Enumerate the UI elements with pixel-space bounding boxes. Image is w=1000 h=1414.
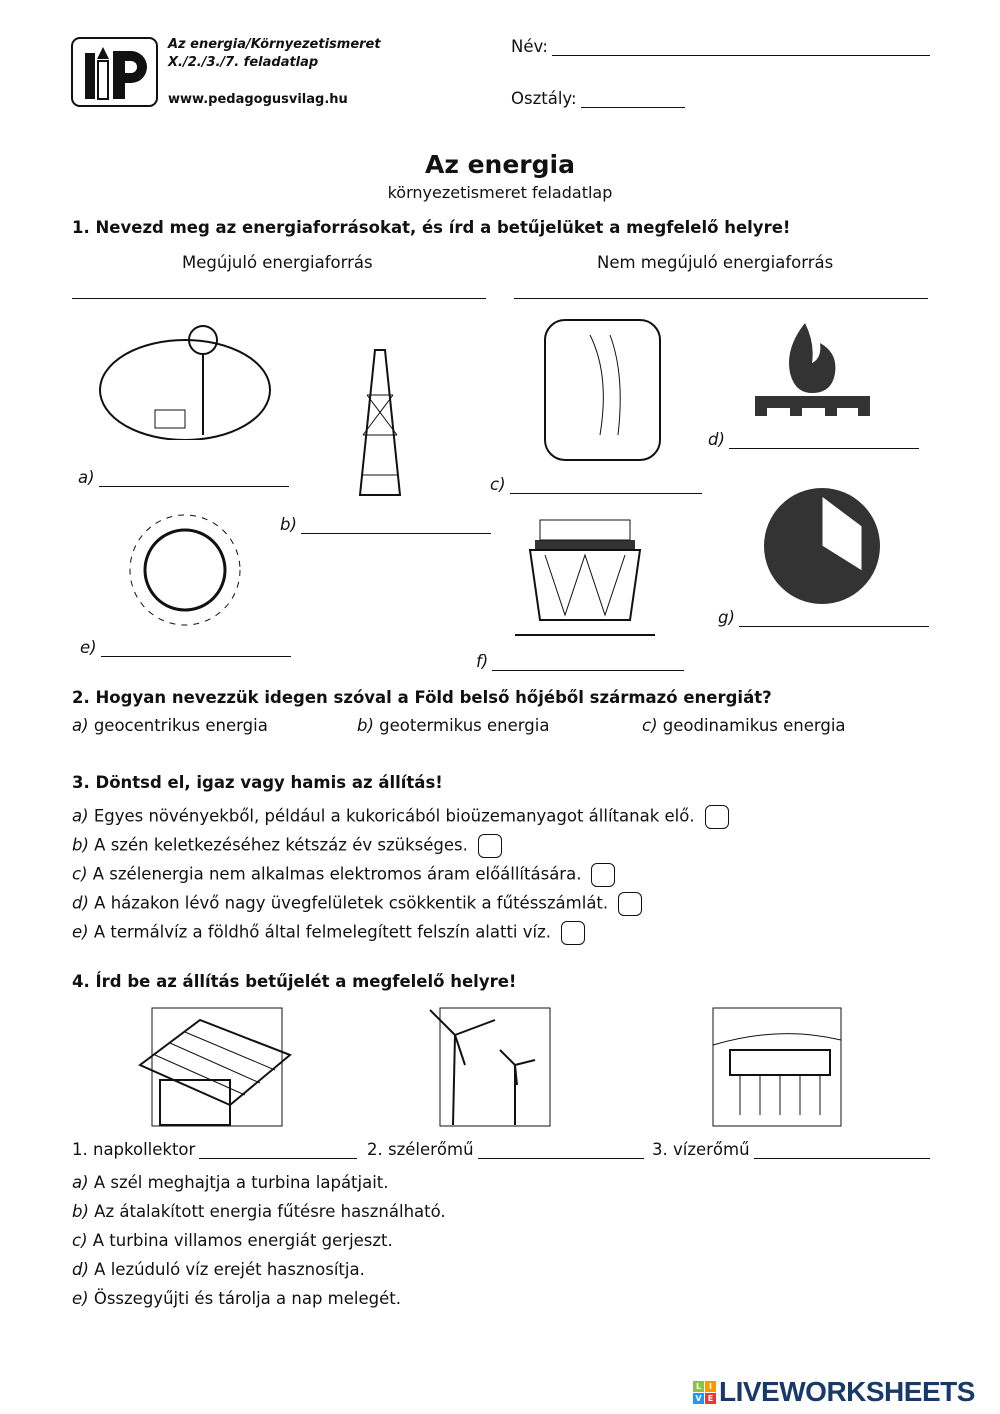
logo-block: E (705, 1393, 716, 1404)
statement-letter: b) (72, 835, 89, 855)
slot-wind-power[interactable] (367, 1140, 644, 1159)
website: www.pedagogusvilag.hu (168, 92, 348, 107)
true-false-checkbox[interactable] (618, 892, 642, 916)
option-letter: c) (642, 716, 658, 735)
name-label: Név: (511, 37, 548, 56)
statement-letter: a) (72, 806, 89, 826)
item-text: A lezúduló víz erejét hasznosítja. (94, 1260, 365, 1279)
statement-text: A szélenergia nem alkalmas elektromos áram előállítására. (92, 864, 582, 884)
true-false-checkbox[interactable] (591, 863, 615, 887)
option-letter: a) (72, 716, 89, 735)
logo-block: V (693, 1393, 704, 1404)
q4-title: 4. Írd be az állítás betűjelét a megfelelő helyre! (72, 972, 517, 991)
name-field[interactable] (511, 37, 930, 56)
true-false-checkbox[interactable] (561, 921, 585, 945)
statement-letter: e) (72, 922, 89, 942)
answer-b[interactable] (280, 515, 491, 534)
label-f: f) (476, 652, 489, 671)
option-text: geodinamikus energia (662, 716, 846, 735)
item-text: A szél meghajtja a turbina lapátjait. (93, 1173, 389, 1192)
label-b: b) (280, 515, 297, 534)
statement-text: A termálvíz a földhő által felmelegített felszín alatti víz. (93, 922, 552, 942)
page-subtitle: környezetismeret feladatlap (387, 183, 613, 202)
wind-farm-image (425, 1005, 555, 1130)
q3-statements (72, 805, 729, 950)
statement-text: A házakon lévő nagy üvegfelületek csökkentik a fűtésszámlát. (94, 893, 609, 913)
item-letter: a) (72, 1173, 89, 1192)
worksheet-code: X./2./3./7. feladatlap (168, 55, 319, 70)
slot-label: 1. napkollektor (72, 1140, 196, 1159)
q4-statements (72, 1173, 446, 1318)
true-false-checkbox[interactable] (478, 834, 502, 858)
label-e: e) (80, 638, 97, 657)
item-letter: d) (72, 1260, 89, 1279)
renewable-answer-line[interactable] (72, 298, 486, 299)
slot-label: 2. szélerőmű (367, 1140, 474, 1159)
label-c: c) (490, 475, 506, 494)
publisher-logo (71, 37, 158, 107)
item-text: Összegyűjti és tárolja a nap melegét. (93, 1289, 401, 1308)
q2-option-c[interactable] (642, 716, 846, 735)
sun-image (110, 510, 260, 630)
q4-item-d (72, 1260, 446, 1289)
slot-solar-collector[interactable] (72, 1140, 357, 1159)
q2-option-a[interactable] (72, 716, 268, 735)
waterfall-image (540, 315, 665, 465)
q2-title: 2. Hogyan nevezzük idegen szóval a Föld belső hőjéből származó energiát? (72, 688, 772, 707)
solar-house-image (130, 1005, 300, 1130)
coal-cart-image (515, 510, 655, 640)
statement-text: A szén keletkezéséhez kétszáz év szükséges. (94, 835, 468, 855)
brand-name: LIVEWORKSHEETS (719, 1376, 975, 1407)
statement-letter: d) (72, 893, 89, 913)
label-g: g) (718, 608, 735, 627)
answer-a[interactable] (78, 468, 289, 487)
logo-block: L (693, 1381, 704, 1392)
item-letter: e) (72, 1289, 89, 1308)
q3-title: 3. Döntsd el, igaz vagy hamis az állítás! (72, 773, 443, 792)
item-text: Az átalakított energia fűtésre használható. (94, 1202, 446, 1221)
earth-core-icon (762, 486, 882, 606)
item-letter: b) (72, 1202, 89, 1221)
worksheet-subject: Az energia/Környezetismeret (168, 37, 381, 52)
option-text: geocentrikus energia (93, 716, 268, 735)
liveworksheets-logo (693, 1376, 975, 1408)
item-letter: c) (72, 1231, 88, 1250)
hydro-dam-image (710, 1005, 845, 1130)
class-field[interactable] (511, 89, 685, 108)
option-text: geotermikus energia (379, 716, 550, 735)
class-label: Osztály: (511, 89, 577, 108)
answer-d[interactable] (708, 430, 919, 449)
q2-option-b[interactable] (357, 716, 549, 735)
page-title: Az energia (425, 150, 575, 179)
statement-b (72, 834, 729, 863)
q1-title: 1. Nevezd meg az energiaforrásokat, és írd a betűjelüket a megfelelő helyre! (72, 218, 791, 237)
statement-a (72, 805, 729, 834)
slot-label: 3. vízerőmű (652, 1140, 750, 1159)
q4-item-b (72, 1202, 446, 1231)
slot-hydro-power[interactable] (652, 1140, 930, 1159)
gas-flame-icon (750, 318, 875, 418)
renewable-header: Megújuló energiaforrás (182, 253, 373, 272)
answer-f[interactable] (476, 652, 684, 671)
true-false-checkbox[interactable] (705, 805, 729, 829)
wind-cloud-image (95, 315, 275, 440)
statement-e (72, 921, 729, 950)
label-d: d) (708, 430, 725, 449)
q4-item-c (72, 1231, 446, 1260)
nonrenewable-answer-line[interactable] (514, 298, 928, 299)
answer-g[interactable] (718, 608, 929, 627)
item-text: A turbina villamos energiát gerjeszt. (92, 1231, 393, 1250)
statement-d (72, 892, 729, 921)
answer-c[interactable] (490, 475, 702, 494)
statement-text: Egyes növényekből, például a kukoricából bioüzemanyagot állítanak elő. (93, 806, 695, 826)
statement-letter: c) (72, 864, 88, 884)
label-a: a) (78, 468, 95, 487)
oil-rig-image (345, 345, 425, 500)
nonrenewable-header: Nem megújuló energiaforrás (597, 253, 834, 272)
answer-e[interactable] (80, 638, 291, 657)
q4-item-e (72, 1289, 446, 1318)
option-letter: b) (357, 716, 374, 735)
statement-c (72, 863, 729, 892)
logo-block: I (705, 1381, 716, 1392)
q4-item-a (72, 1173, 446, 1202)
